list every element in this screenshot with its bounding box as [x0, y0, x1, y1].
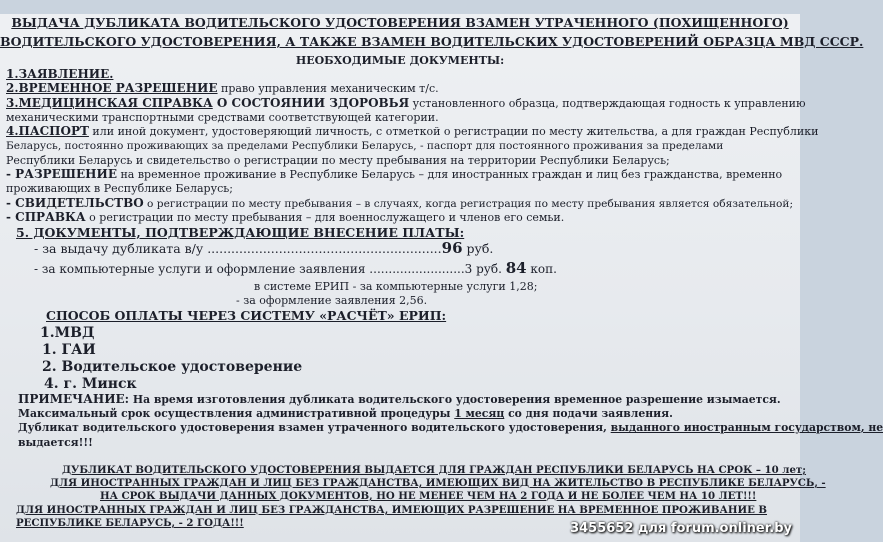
footer-line-2: ДЛЯ ИНОСТРАННЫХ ГРАЖДАН И ЛИЦ БЕЗ ГРАЖДАНСТВА, ИМЕЮЩИХ ВИД НА ЖИТЕЛЬСТВО В РЕСПУБЛИКЕ БЕЛАРУСЬ, -: [50, 477, 826, 489]
fee-computer: [34, 259, 557, 277]
doc-item-2-head: 2.ВРЕМЕННОЕ РАЗРЕШЕНИЕ: [6, 81, 218, 95]
fee-computer-label: - за компьютерные услуги и оформление заявления .........................3: [34, 262, 473, 276]
note-2: [18, 407, 673, 420]
doc-item-4-line-2: Беларусь, постоянно проживающих за пределами Республики Беларусь, - паспорт для постоянного проживания за пределами: [6, 140, 724, 152]
payment-title: СПОСОБ ОПЛАТЫ ЧЕРЕЗ СИСТЕМУ «РАСЧЁТ» ЕРИП:: [46, 308, 447, 323]
doc-item-4-line-3: Республики Беларусь и свидетельство о регистрации по месту пребывания на территории Республики Беларусь;: [6, 154, 670, 167]
doc-item-3-mid: О СОСТОЯНИИ ЗДОРОВЬЯ: [212, 96, 410, 110]
doc-item-3-text: установленного образца, подтверждающая годность к управлению: [409, 97, 806, 110]
note-1-text: На время изготовления дубликата водительского удостоверения временное разрешение изымается.: [129, 393, 781, 406]
footer-line-5: РЕСПУБЛИКЕ БЕЛАРУСЬ, - 2 ГОДА!!!: [16, 517, 244, 529]
doc-permit: [6, 168, 782, 181]
doc-certificate-head: - СВИДЕТЕЛЬСТВО: [6, 196, 144, 210]
fee-computer-kop: 84: [505, 259, 527, 277]
doc-item-3-line-2: механическими транспортными средствами соответствующей категории.: [6, 111, 439, 124]
footer-line-1: ДУБЛИКАТ ВОДИТЕЛЬСКОГО УДОСТОВЕРЕНИЯ ВЫДАЕТСЯ ДЛЯ ГРАЖДАН РЕСПУБЛИКИ БЕЛАРУСЬ НА СРОК – 10 лет;: [62, 464, 807, 476]
fee-erip-computer: в системе ЕРИП - за компьютерные услуги 1,28;: [254, 280, 538, 293]
fee-duplicate-unit: руб.: [462, 241, 494, 256]
fee-duplicate-amount: 96: [441, 239, 463, 257]
doc-item-3: [6, 97, 806, 110]
doc-reference-text: о регистрации по месту пребывания – для военнослужащего и членов его семьи.: [85, 211, 565, 224]
note-3-line-2: выдается!!!: [18, 436, 93, 449]
note-1: [18, 393, 781, 406]
note-2-pre: Максимальный срок осуществления административной процедуры: [18, 407, 455, 420]
forum-watermark: 3455652 для forum.onliner.by: [570, 521, 792, 536]
note-2-term: 1 месяц: [454, 407, 505, 420]
header-line-3: НЕОБХОДИМЫЕ ДОКУМЕНТЫ:: [295, 54, 505, 67]
footer-line-3: НА СРОК ВЫДАЧИ ДАННЫХ ДОКУМЕНТОВ, НО НЕ МЕНЕЕ ЧЕМ НА 2 ГОДА И НЕ БОЛЕЕ ЧЕМ НА 10 ЛЕТ!!!: [100, 490, 757, 502]
fee-duplicate: [34, 239, 494, 257]
fee-computer-kop-unit: коп.: [526, 262, 557, 276]
note-3: [18, 421, 883, 434]
doc-permit-line-2: проживающих в Республике Беларусь;: [6, 182, 233, 195]
doc-certificate-text: о регистрации по месту пребывания – в случаях, когда регистрация по месту пребывания является обязательной;: [143, 198, 794, 210]
fee-erip-application: - за оформление заявления 2,56.: [236, 294, 428, 307]
note-3-underlined: выданного иностранным государством, не: [610, 421, 883, 434]
header-line-2: ВОДИТЕЛЬСКОГО УДОСТОВЕРЕНИЯ, А ТАКЖЕ ВЗАМЕН ВОДИТЕЛЬСКИХ УДОСТОВЕРЕНИЙ ОБРАЗЦА МВД СССР.: [0, 34, 864, 49]
doc-item-2-text: право управления механическим т/с.: [217, 82, 439, 95]
note-1-head: ПРИМЕЧАНИЕ:: [18, 392, 130, 406]
fee-computer-unit: руб.: [472, 262, 506, 276]
note-2-post: со дня подачи заявления.: [504, 407, 673, 420]
doc-permit-text: на временное проживание в Республике Беларусь – для иностранных граждан и лиц без гражданства, временно: [116, 168, 783, 181]
doc-permit-head: - РАЗРЕШЕНИЕ: [6, 167, 117, 181]
payment-step-4: 4. г. Минск: [44, 376, 137, 392]
header-line-1: ВЫДАЧА ДУБЛИКАТА ВОДИТЕЛЬСКОГО УДОСТОВЕРЕНИЯ ВЗАМЕН УТРАЧЕННОГО (ПОХИЩЕННОГО): [11, 15, 789, 30]
doc-reference-head: - СПРАВКА: [6, 210, 86, 224]
doc-reference: [6, 211, 564, 224]
doc-item-4: [6, 125, 818, 138]
doc-item-3-head: 3.МЕДИЦИНСКАЯ СПРАВКА: [6, 96, 213, 110]
doc-item-5: 5. ДОКУМЕНТЫ, ПОДТВЕРЖДАЮЩИЕ ВНЕСЕНИЕ ПЛАТЫ:: [16, 225, 465, 240]
doc-item-4-text: или иной документ, удостоверяющий личность, с отметкой о регистрации по месту жительства, а для граждан Республики: [88, 125, 819, 138]
doc-item-2: [6, 82, 439, 95]
payment-step-1: 1.МВД: [40, 325, 95, 341]
doc-item-1: 1.ЗАЯВЛЕНИЕ.: [6, 67, 114, 81]
payment-step-2: 1. ГАИ: [42, 342, 96, 358]
footer-line-4: ДЛЯ ИНОСТРАННЫХ ГРАЖДАН И ЛИЦ БЕЗ ГРАЖДАНСТВА, ИМЕЮЩИХ РАЗРЕШЕНИЕ НА ВРЕМЕННОЕ ПРОЖИВАНИЕ В: [16, 504, 768, 516]
payment-step-3: 2. Водительское удостоверение: [42, 359, 303, 375]
doc-certificate: [6, 197, 793, 211]
note-3-pre: Дубликат водительского удостоверения взамен утраченного водительского удостоверения,: [18, 421, 611, 434]
doc-item-4-head: 4.ПАСПОРТ: [6, 124, 89, 138]
fee-duplicate-label: - за выдачу дубликата в/у ...........................................................: [34, 241, 442, 256]
